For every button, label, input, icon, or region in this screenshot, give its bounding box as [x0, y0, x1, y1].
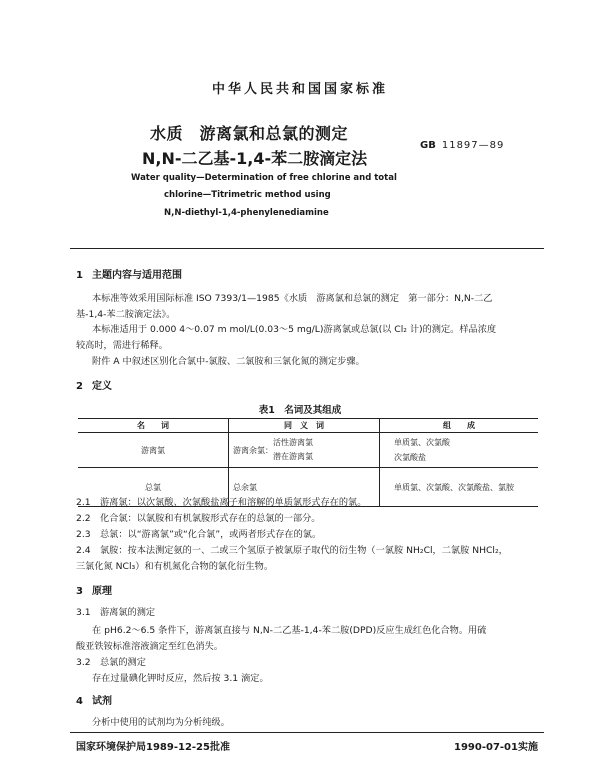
section1-p2a: 本标准适用于 0.000 4～0.07 m mol/L(0.03～5 mg/L)游离氯或总氯(以 Cl₂ 计)的测定。样品浓度 [92, 324, 497, 335]
national-standard-banner: 中华人民共和国国家标准 [211, 82, 388, 97]
section2-heading: 2 定义 [76, 381, 112, 392]
section3-2-p: 存在过量碘化钾时反应，然后按 3.1 滴定。 [92, 673, 269, 684]
table-caption: 表1 名词及其组成 [258, 405, 342, 416]
table-row [78, 433, 538, 468]
section1-p3: 附件 A 中叙述区别化合氯中-氯胺、二氯胺和三氯化氮的测定步骤。 [92, 356, 365, 367]
section3-heading: 3 原理 [76, 586, 112, 597]
table-cell-synonym: 总余氯 [229, 468, 380, 507]
section3-1-heading: 3.1 游离氯的测定 [76, 607, 156, 618]
definition-2-1: 2.1 游离氯：以次氯酸、次氯酸盐离子和溶解的单质氯形式存在的氯。 [76, 497, 367, 508]
section4-p1: 分析中使用的试剂均为分析纯级。 [92, 717, 230, 728]
table-header-synonym: 同 义 词 [229, 419, 380, 433]
title-cn-line2: N,N-二乙基-1,4-苯二胺滴定法 [142, 149, 368, 168]
section1-p2b: 较高时，需进行稀释。 [76, 340, 168, 351]
standard-code-number: 11897—89 [441, 140, 505, 151]
table-header-composition: 组 成 [380, 419, 539, 433]
approval-date: 国家环境保护局1989-12-25批准 [76, 742, 230, 753]
title-en-line1: Water quality—Determination of free chlorine and total [131, 173, 397, 183]
table-cell-synonym: 游离余氯： 活性游离氯 潜在游离氯 [229, 433, 380, 468]
section3-1-p-b: 酸亚铁铵标准溶液滴定至红色消失。 [76, 641, 223, 652]
standard-code-prefix: GB [420, 140, 436, 151]
title-en-line3: N,N-diethyl-1,4-phenylenediamine [164, 208, 329, 218]
section4-heading: 4 试剂 [76, 696, 112, 707]
standard-code [420, 140, 504, 151]
table-header-term: 名 词 [78, 419, 229, 433]
definition-2-2: 2.2 化合氯：以氯胺和有机氯胺形式存在的总氯的一部分。 [76, 513, 321, 524]
definition-2-4: 2.4 氯胺：按本法测定氨的一、二或三个氢原子被氯原子取代的衍生物（一氯胺 NH₂Cl，二氯胺 NHCl₂， [76, 545, 508, 556]
footer-divider [70, 732, 544, 733]
section3-1-p-a: 在 pH6.2～6.5 条件下，游离氯直接与 N,N-二乙基-1,4-苯二胺(DPD)反应生成红色化合物。用硫 [92, 625, 487, 636]
header-divider [70, 248, 544, 249]
table-cell-composition: 单质氯、次氯酸、次氯酸盐、氯胺 [380, 468, 539, 507]
section1-p1a: 本标准等效采用国际标准 ISO 7393/1—1985《水质 游离氯和总氯的测定 第一部分：N,N-二乙 [92, 293, 493, 304]
title-en-line2: chlorine—Titrimetric method using [164, 190, 331, 200]
definition-2-3: 2.3 总氯：以“游离氯”或“化合氯”，或两者形式存在的氯。 [76, 529, 322, 540]
table-cell-term: 游离氯 [78, 433, 229, 468]
effective-date: 1990-07-01实施 [454, 742, 538, 753]
section3-2-heading: 3.2 总氯的测定 [76, 657, 146, 668]
section1-p1b: 基-1,4-苯二胺滴定法》。 [76, 309, 176, 320]
table-cell-term: 总氯 [78, 468, 229, 507]
table-cell-composition: 单质氯、次氯酸 次氯酸盐 [380, 433, 539, 468]
definition-2-4-cont: 三氯化氮 NCl₃）和有机氮化合物的氯化衍生物。 [76, 561, 274, 572]
title-cn-line1: 水质 游离氯和总氯的测定 [150, 124, 349, 143]
section1-heading: 1 主题内容与适用范围 [76, 270, 182, 281]
